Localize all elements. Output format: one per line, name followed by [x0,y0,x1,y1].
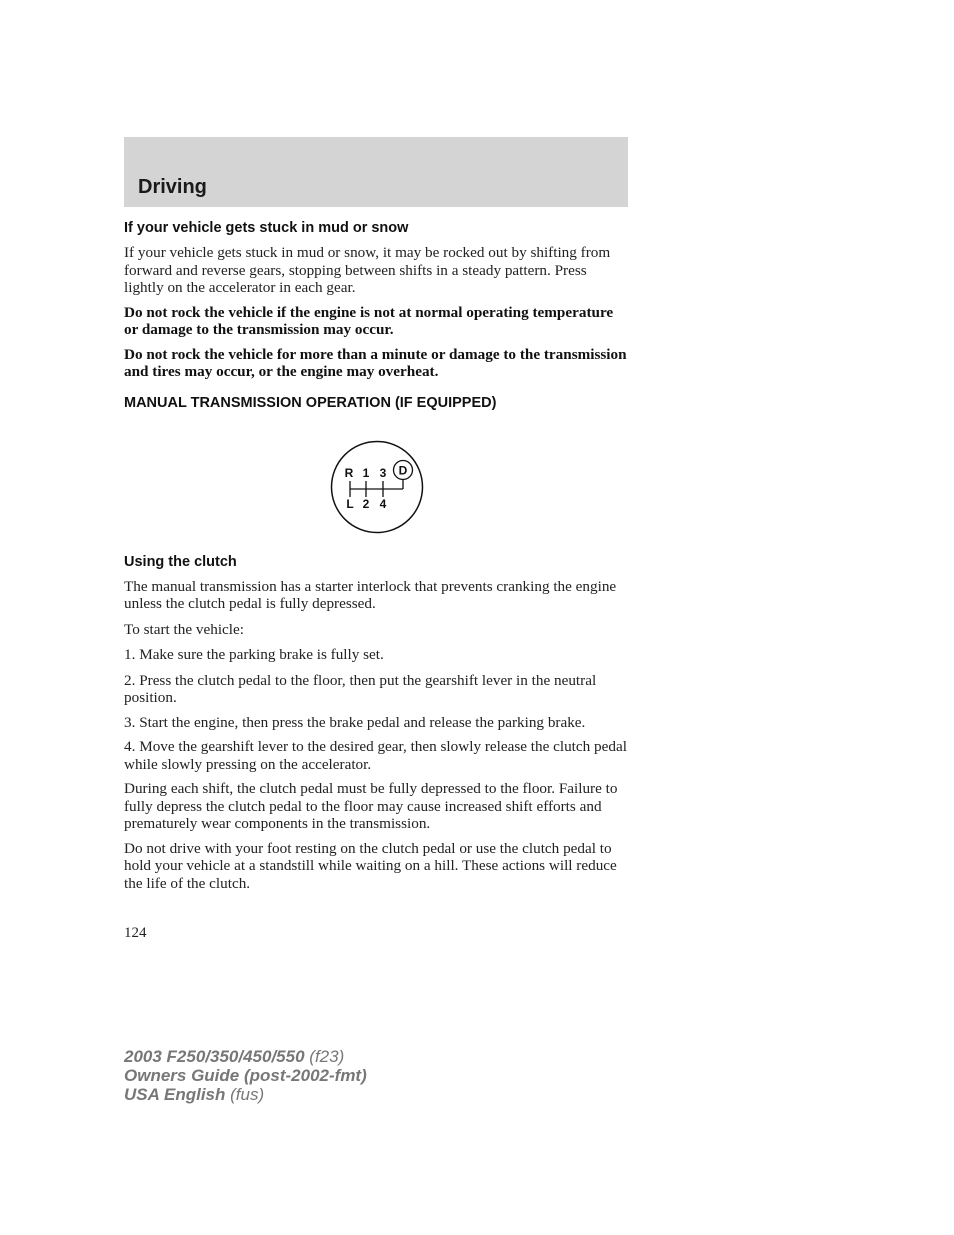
section-title: Driving [138,176,207,198]
document-footer [124,1047,367,1104]
clutch-paragraph: The manual transmission has a starter interlock that prevents cranking the engine unless the clutch pedal is fully depressed. [124,577,617,612]
foot-resting-paragraph: Do not drive with your foot resting on the clutch pedal or use the clutch pedal to hold your vehicle at a standstill while waiting on a hill. These actions will reduce the life of the clutch. [124,839,617,892]
clutch-heading: Using the clutch [124,553,237,570]
shift-knob-circle [332,442,423,533]
gear-label-l: L [346,497,354,511]
footer-line-1 [124,1047,367,1066]
footer-model-code: (f23) [309,1047,345,1066]
manual-transmission-heading: MANUAL TRANSMISSION OPERATION (IF EQUIPPED) [124,394,497,411]
mud-paragraph: If your vehicle gets stuck in mud or snow, it may be rocked out by shifting from forward and reverse gears, stopping between shifts in a steady pattern. Press lightly on the accelerator in each gear. [124,244,611,296]
footer-line-2 [124,1066,367,1085]
page-content [124,220,628,892]
step-1: 1. Make sure the parking brake is fully set. [124,646,384,663]
footer-model: 2003 F250/350/450/550 [124,1047,305,1066]
gear-label-4: 4 [379,497,387,511]
gear-label-2: 2 [362,497,370,511]
step-4: 4. Move the gearshift lever to the desired gear, then slowly release the clutch pedal while slowly pressing on the accelerator. [124,738,627,773]
section-header [124,137,628,207]
footer-language: USA English [124,1085,226,1104]
gear-label-3: 3 [379,466,387,480]
step-2: 2. Press the clutch pedal to the floor, then put the gearshift lever in the neutral position. [124,671,597,706]
shift-paragraph: During each shift, the clutch pedal must be fully depressed to the floor. Failure to fully depress the clutch pedal to the floor may cause increased shift efforts and prematurely wear components in the transmission. [124,780,618,832]
start-intro: To start the vehicle: [124,620,244,638]
warning-paragraph-2: Do not rock the vehicle for more than a minute or damage to the transmission and tires may occur, or the engine may overheat. [124,345,627,380]
footer-language-code: (fus) [230,1085,265,1104]
gear-label-1: 1 [362,466,370,480]
gear-label-d: D [398,463,408,478]
footer-line-3 [124,1085,367,1104]
footer-guide: Owners Guide (post-2002-fmt) [124,1066,367,1085]
gear-label-r: R [344,466,354,480]
warning-paragraph-1: Do not rock the vehicle if the engine is not at normal operating temperature or damage to the transmission may occur. [124,303,614,338]
page-number: 124 [124,925,147,941]
step-3: 3. Start the engine, then press the brake pedal and release the parking brake. [124,713,586,731]
gearshift-pattern-diagram [330,440,424,534]
mud-heading: If your vehicle gets stuck in mud or snow [124,220,409,236]
